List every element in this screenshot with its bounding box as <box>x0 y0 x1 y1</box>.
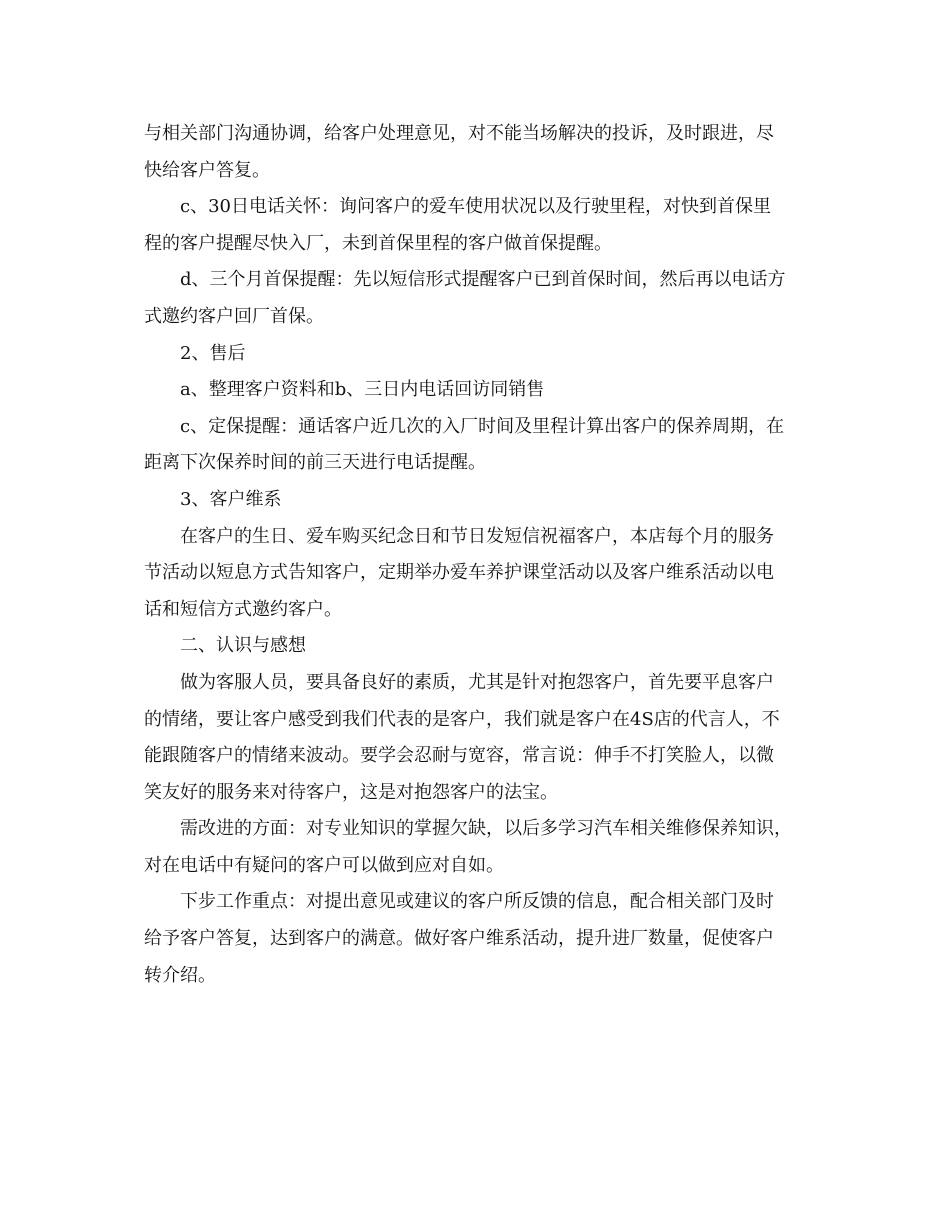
text-line: 的情绪，要让客户感受到我们代表的是客户，我们就是客户在4S店的代言人，不 <box>144 708 780 730</box>
text-line: 式邀约客户回厂首保。 <box>144 305 324 327</box>
text-line: 3、客户维系 <box>180 488 282 510</box>
text-line: 在客户的生日、爱车购买纪念日和节日发短信祝福客户，本店每个月的服务 <box>180 525 774 547</box>
text-line: 给予客户答复，达到客户的满意。做好客户维系活动，提升进厂数量，促使客户 <box>144 928 774 950</box>
text-line: c、30日电话关怀：询问客户的爱车使用状况以及行驶里程，对快到首保里 <box>180 196 771 218</box>
paragraph-p8 <box>144 519 809 629</box>
paragraph-p3 <box>144 262 809 335</box>
text-line: 需改进的方面：对专业知识的掌握欠缺，以后多学习汽车相关维修保养知识， <box>180 818 792 840</box>
text-line: 转介绍。 <box>144 964 216 986</box>
text-line: 下步工作重点：对提出意见或建议的客户所反馈的信息，配合相关部门及时 <box>180 891 774 913</box>
text-line: 与相关部门沟通协调，给客户处理意见，对不能当场解决的投诉，及时跟进，尽 <box>144 123 774 144</box>
paragraph-p5 <box>144 372 809 409</box>
paragraph-p6 <box>144 409 809 482</box>
text-line: a、整理客户资料和b、三日内电话回访同销售 <box>180 379 545 401</box>
text-line: 二、认识与感想 <box>180 635 306 657</box>
text-line: 笑友好的服务来对待客户，这是对抱怨客户的法宝。 <box>144 781 558 803</box>
text-line: d、三个月首保提醒：先以短信形式提醒客户已到首保时间，然后再以电话方 <box>180 269 786 291</box>
text-line: 程的客户提醒尽快入厂，未到首保里程的客户做首保提醒。 <box>144 232 612 254</box>
paragraph-p9 <box>144 628 809 665</box>
paragraph-p10 <box>144 665 809 811</box>
text-line: c、定保提醒：通话客户近几次的入厂时间及里程计算出客户的保养周期，在 <box>180 415 785 437</box>
paragraph-p2 <box>144 189 809 262</box>
text-line: 做为客服人员，要具备良好的素质，尤其是针对抱怨客户，首先要平息客户 <box>180 671 774 693</box>
document-body <box>144 116 809 994</box>
text-line: 话和短信方式邀约客户。 <box>144 598 342 620</box>
paragraph-p11 <box>144 811 809 884</box>
paragraph-p12 <box>144 884 809 994</box>
paragraph-p4 <box>144 336 809 373</box>
text-line: 快给客户答复。 <box>144 159 270 181</box>
text-line: 2、售后 <box>180 342 246 364</box>
text-line: 节活动以短息方式告知客户，定期举办爱车养护课堂活动以及客户维系活动以电 <box>144 562 774 584</box>
text-line: 能跟随客户的情绪来波动。要学会忍耐与宽容，常言说：伸手不打笑脸人，以微 <box>144 745 774 767</box>
paragraph-p7 <box>144 482 809 519</box>
paragraph-p1 <box>144 116 809 189</box>
text-line: 距离下次保养时间的前三天进行电话提醒。 <box>144 452 486 474</box>
text-line: 对在电话中有疑问的客户可以做到应对自如。 <box>144 854 504 876</box>
